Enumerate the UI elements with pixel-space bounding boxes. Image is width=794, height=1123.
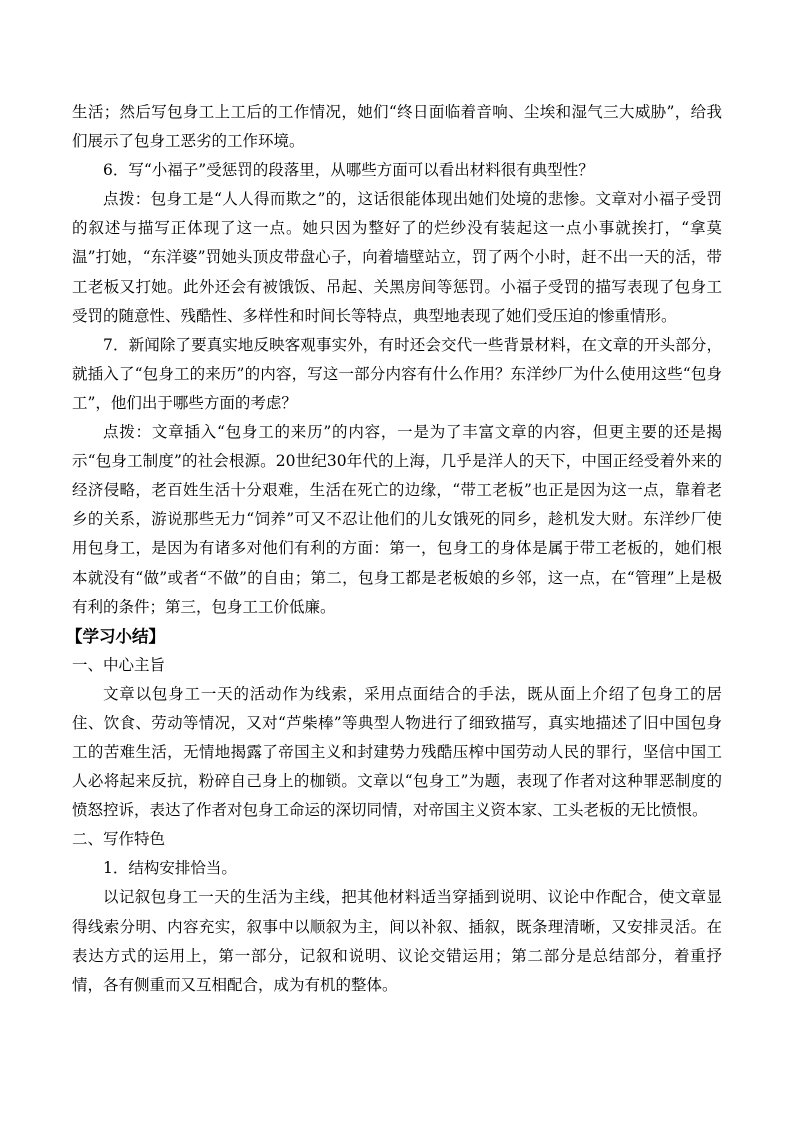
document-page (66, 98, 722, 1000)
section-2-title: 二、写作特色 (72, 830, 166, 849)
question-6: 6．写“小福子”受惩罚的段落里，从哪些方面可以看出材料很有典型性？ (103, 161, 594, 180)
paragraph-work-environment: 生活；然后写包身工上工后的工作情况，她们“终日面临着音响、尘埃和湿气三大威胁”，给我们展示了包身工恶劣的工作环境。 (72, 103, 722, 151)
section-1-title: 一、中心主旨 (72, 655, 166, 674)
section-1-text: 文章以包身工一天的活动作为线索，采用点面结合的手法，既从面上介绍了包身工的居住、饮食、劳动等情况，又对“芦柴棒”等典型人物进行了细致描写，真实地描述了旧中国包身工的苦难生活，无情地揭露了帝国主义和封建势力残酷压榨中国劳动人民的罪行，坚信中国工人必将起来反抗，粉碎自己身上的枷锁。文章以“包身工”为题，表现了作者对这种罪恶制度的愤怒控诉，表达了作者对包身工命运的深切同情，对帝国主义资本家、工头老板的无比愤恨。 (72, 684, 722, 820)
question-7: 7．新闻除了要真实地反映客观事实外，有时还会交代一些背景材料，在文章的开头部分，就插入了“包身工的来历”的内容，写这一部分内容有什么作用？东洋纱厂为什么使用这些“包身工”，他们出于哪些方面的考虑？ (72, 335, 722, 412)
section-2-point-1: 1．结构安排恰当。 (103, 859, 237, 878)
answer-6: 点拨：包身工是“人人得而欺之”的，这话很能体现出她们处境的悲惨。文章对小福子受罚的叙述与描写正体现了这一点。她只因为整好了的烂纱没有装起这一点小事就挨打，“拿莫温”打她，“东洋婆”罚她头顶皮带盘心子，向着墙壁站立，罚了两个小时，赶不出一天的活，带工老板又打她。此外还会有被饿饭、吊起、关黑房间等惩罚。小福子受罚的描写表现了包身工受罚的随意性、残酷性、多样性和时间长等特点，典型地表现了她们受压迫的惨重情形。 (72, 190, 722, 325)
section-2-text: 以记叙包身工一天的生活为主线，把其他材料适当穿插到说明、议论中作配合，使文章显得线索分明、内容充实，叙事中以顺叙为主，间以补叙、插叙，既条理清晰，又安排灵活。在表达方式的运用上，第一部分，记叙和说明、议论交错运用；第二部分是总结部分，着重抒情，各有侧重而又互相配合，成为有机的整体。 (72, 888, 722, 994)
answer-7: 点拨：文章插入“包身工的来历”的内容，一是为了丰富文章的内容，但更主要的还是揭示“包身工制度”的社会根源。20世纪30年代的上海，几乎是洋人的天下，中国正经受着外来的经济侵略，老百姓生活十分艰难，生活在死亡的边缘，“带工老板”也正是因为这一点，靠着老乡的关系，游说那些无力“饲养”可又不忍让他们的儿女饿死的同乡，趁机发大财。东洋纱厂使用包身工，是因为有诸多对他们有利的方面：第一，包身工的身体是属于带工老板的，她们根本就没有“做”或者“不做”的自由；第二，包身工都是老板娘的乡邻，这一点，在“管理”上是极有利的条件；第三，包身工工价低廉。 (72, 423, 722, 616)
summary-heading: 【学习小结】 (66, 626, 165, 646)
